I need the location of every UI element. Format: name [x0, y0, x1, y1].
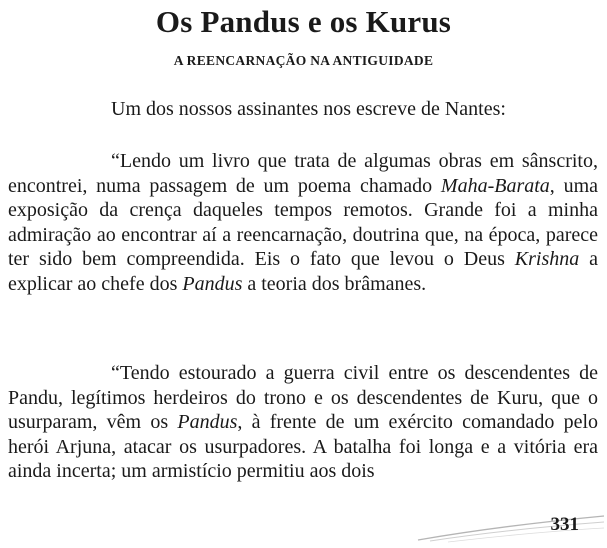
decorative-swoosh: [0, 500, 607, 548]
krishna-term: Krishna: [514, 248, 580, 271]
paragraph-1: [8, 149, 598, 297]
paragraph-2-text-b: , à frente de um exército comandado pelo herói Arjuna, atacar os usurpadores. A batalha foi longa e a vitória era ainda incerta; um armistício permitiu aos dois: [8, 411, 598, 483]
page-title: Os Pandus e os Kurus: [155, 4, 452, 39]
page-subtitle: A REENCARNAÇÃO NA ANTIGUIDADE: [173, 53, 434, 68]
page-number: 331: [550, 514, 579, 535]
intro-paragraph: Um dos nossos assinantes nos escreve de Nantes:: [111, 98, 506, 120]
pandus-term: Pandus: [182, 272, 243, 295]
paragraph-1-text-b: , uma exposição da crença daqueles tempos remotos. Grande foi a minha admiração ao encontrar aí a reencarnação, doutrina que, na época, parece ter sido bem compreendida. Eis o fato que levou o Deus: [8, 174, 598, 271]
paragraph-1-text-d: a teoria dos brâmanes.: [242, 272, 427, 295]
pandus-term: Pandus: [177, 411, 238, 434]
paragraph-2: [8, 361, 598, 484]
paragraph-1-text-c: a explicar ao chefe dos: [8, 248, 598, 295]
maha-barata-term: Maha-Barata: [440, 174, 550, 197]
paragraph-1-text-a: “Lendo um livro que trata de algumas obras em sânscrito, encontrei, numa passagem de um poema chamado: [8, 150, 598, 197]
page-footer: [0, 500, 607, 548]
paragraph-2-text-a: “Tendo estourado a guerra civil entre os descendentes de Pandu, legítimos herdeiros do trono e os descendentes de Kuru, que o usurparam, vêm os: [8, 362, 598, 434]
